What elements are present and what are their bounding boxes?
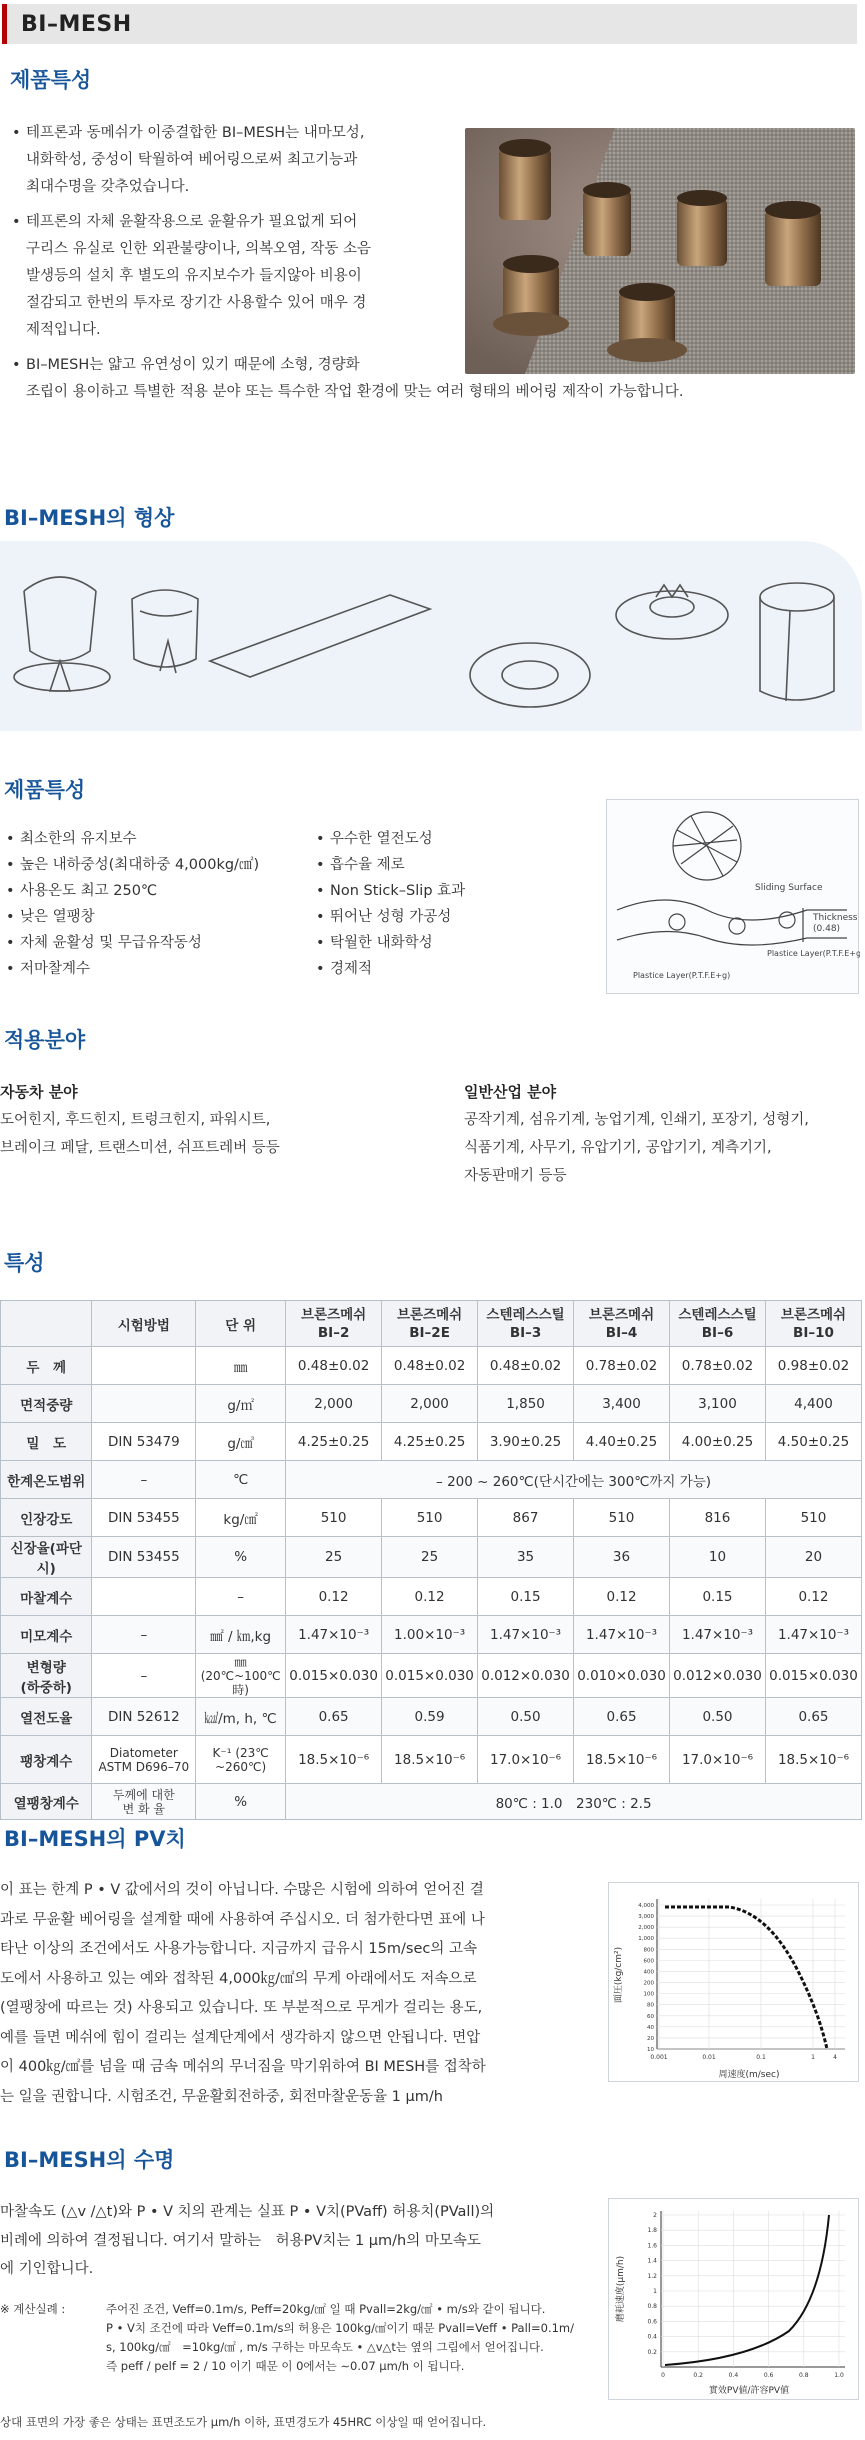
row-name-line: (하중하) (20, 1679, 72, 1696)
row-value: 10 (670, 1537, 766, 1578)
row-value: 1.47×10⁻³ (670, 1616, 766, 1654)
row-unit-line: % (234, 1549, 248, 1565)
feature-bullet (6, 120, 461, 201)
label-thickness-value: (0.48) (813, 924, 841, 934)
row-method (92, 1537, 196, 1578)
row-name (1, 1385, 92, 1423)
pv-line: 예를 들면 메쉬에 힘이 걸리는 설계단계에서 생각하지 않으면 안됩니다. 면압 (0, 2029, 481, 2046)
section-heading-applications: 적용분야 (4, 1028, 86, 1052)
table-row (1, 1784, 862, 1820)
pv-xtick: 0.01 (702, 2054, 716, 2061)
row-unit-line: ㎟ / ㎞,kg (210, 1628, 272, 1645)
life-ylabel: 磨耗速度(μm/h) (616, 2255, 626, 2323)
row-unit (196, 1423, 286, 1461)
life-ytick: 1.2 (647, 2272, 657, 2280)
row-method-line: – (140, 1471, 148, 1488)
row-name-line: 면적중량 (20, 1397, 73, 1414)
split-bushing-icon (132, 590, 198, 673)
bushing-1-icon (499, 139, 551, 220)
application-line: 공작기계, 섬유기계, 농업기계, 인쇄기, 포장기, 성형기, (464, 1112, 809, 1128)
features-list-left (0, 826, 310, 982)
row-unit-line: ㎉/m, h, ℃ (204, 1710, 277, 1727)
pv-xtick: 4 (833, 2054, 837, 2061)
note-line: P • V치 조건에 따라 Veff=0.1m/s의 허용은 100kg/㎠이기 때문 Pvall=Veff • Pall=0.1m/ (106, 2321, 574, 2335)
pv-xtick: 1 (811, 2054, 815, 2061)
shapes-band (0, 541, 862, 731)
feature-line: • 테프론의 자체 윤활작용으로 윤활유가 필요없게 되어 (26, 214, 358, 230)
row-name (1, 1347, 92, 1385)
row-method (92, 1385, 196, 1423)
row-value: 2,000 (286, 1385, 382, 1423)
row-value: 0.010×0.030 (574, 1654, 670, 1698)
industrial-title: 일반산업 분야 (464, 1083, 557, 1101)
row-method (92, 1423, 196, 1461)
row-unit (196, 1616, 286, 1654)
row-name-line: 팽창계수 (20, 1753, 73, 1770)
properties-table (0, 1300, 862, 1820)
note-line: s, 100kg/㎠ =10kg/㎠ , m/s 구하는 마모속도 • △v△t는 옆의 그림에서 얻어집니다. (106, 2340, 544, 2354)
table-header-product (478, 1301, 574, 1347)
row-method-line: DIN 53455 (107, 1549, 180, 1565)
row-method (92, 1499, 196, 1537)
life-ytick: 1 (653, 2288, 657, 2295)
row-name-line: 열전도율 (20, 1710, 73, 1727)
row-value: 17.0×10⁻⁶ (670, 1736, 766, 1784)
row-unit-line: ㎜ (233, 1359, 248, 1376)
row-method (92, 1654, 196, 1698)
life-line: 비례에 의하여 결정됩니다. 여기서 말하는 허용PV치는 1 μm/h의 마모속도 (0, 2232, 481, 2249)
feature-line: 구리스 유실로 인한 외관불량이나, 의복오염, 작동 소음 (26, 241, 372, 257)
pv-ytick: 600 (643, 1958, 654, 1965)
row-value: 1.47×10⁻³ (286, 1616, 382, 1654)
feature-item: • 뛰어난 성형 가공성 (310, 904, 600, 930)
row-value: 0.012×0.030 (478, 1654, 574, 1698)
life-description (0, 2198, 600, 2284)
feature-line: 발생등의 설치 후 별도의 유지보수가 들지않아 비용이 (26, 268, 362, 284)
row-value: 0.50 (670, 1698, 766, 1736)
row-value: 510 (286, 1499, 382, 1537)
row-method-line: 두께에 대한 (112, 1787, 175, 1802)
table-header-product (765, 1301, 861, 1347)
pv-ytick: 2,000 (638, 1925, 654, 1932)
table-row (1, 1461, 862, 1499)
feature-item: • 흡수율 제로 (310, 852, 600, 878)
pv-xtick: 0.001 (650, 2054, 668, 2061)
row-method-line: 변 화 율 (122, 1801, 166, 1816)
footer-note: 상대 표면의 가장 좋은 상태는 표면조도가 μm/h 이하, 표면경도가 45HRC 이상일 때 얻어집니다. (0, 2415, 487, 2429)
life-ytick: 1.6 (647, 2242, 657, 2250)
life-xtick: 0.2 (693, 2372, 703, 2379)
row-name (1, 1784, 92, 1820)
row-value: 17.0×10⁻⁶ (478, 1736, 574, 1784)
row-value: 0.12 (765, 1578, 861, 1616)
row-value: 816 (670, 1499, 766, 1537)
row-value: 1,850 (478, 1385, 574, 1423)
row-value: 36 (574, 1537, 670, 1578)
row-unit (196, 1461, 286, 1499)
row-value: 18.5×10⁻⁶ (574, 1736, 670, 1784)
pv-ytick: 400 (643, 1969, 654, 1976)
row-value: 0.12 (286, 1578, 382, 1616)
life-ytick: 0.2 (647, 2348, 657, 2356)
pv-ytick: 800 (643, 1947, 654, 1954)
row-value: 0.15 (478, 1578, 574, 1616)
row-value: 3,400 (574, 1385, 670, 1423)
row-unit (196, 1698, 286, 1736)
row-method-line: DIN 53455 (107, 1509, 180, 1526)
row-unit (196, 1499, 286, 1537)
life-xtick: 0.8 (799, 2372, 809, 2379)
section-heading-life: BI–MESH의 수명 (4, 2148, 175, 2172)
row-name (1, 1698, 92, 1736)
row-method-line: ASTM D696–70 (98, 1759, 190, 1774)
row-value: 18.5×10⁻⁶ (382, 1736, 478, 1784)
row-value: 3,100 (670, 1385, 766, 1423)
row-unit (196, 1784, 286, 1820)
row-unit-line: – (237, 1588, 245, 1605)
row-unit-line: % (234, 1793, 248, 1810)
pv-ytick: 200 (643, 1980, 654, 1987)
row-name-line: 변형량 (26, 1659, 66, 1676)
row-value: 4.40±0.25 (574, 1423, 670, 1461)
feature-item: • 우수한 열전도성 (310, 826, 600, 852)
row-name (1, 1578, 92, 1616)
application-line: 도어힌지, 후드힌지, 트렁크힌지, 파워시트, (0, 1112, 271, 1128)
pv-ytick: 10 (647, 2047, 654, 2053)
pv-ytick: 80 (647, 2002, 654, 2009)
row-method (92, 1616, 196, 1654)
cylinder-bushing-icon (760, 583, 834, 701)
product-name: 스텐레스스틸 (486, 1306, 565, 1323)
label-sliding-surface: Sliding Surface (755, 883, 823, 893)
product-code: BI–4 (605, 1324, 638, 1341)
row-value: 4,400 (765, 1385, 861, 1423)
table-row (1, 1385, 862, 1423)
pv-line: 과로 무윤활 베어링을 설계할 때에 사용하여 주십시오. 더 첨가한다면 표에 나 (0, 1911, 485, 1928)
product-name: 브론즈메쉬 (301, 1306, 367, 1323)
row-method-line: DIN 52612 (107, 1708, 180, 1725)
row-value: 0.59 (382, 1698, 478, 1736)
row-name-line: 두 께 (26, 1359, 67, 1376)
row-value: 18.5×10⁻⁶ (286, 1736, 382, 1784)
pv-xtick: 0.1 (756, 2054, 766, 2061)
life-ytick: 0.6 (647, 2318, 657, 2326)
pv-ytick: 4,000 (638, 1903, 654, 1909)
label-layer-1: Plastice Layer(P.T.F.E+g) (767, 949, 860, 958)
mesh-strip-icon (210, 595, 430, 677)
automotive-applications (0, 1078, 420, 1162)
row-value: 510 (382, 1499, 478, 1537)
life-ytick: 1.8 (647, 2227, 657, 2235)
table-header-product (382, 1301, 478, 1347)
row-name (1, 1499, 92, 1537)
feature-item: • 사용온도 최고 250℃ (0, 878, 310, 904)
row-value: 510 (574, 1499, 670, 1537)
structure-diagram (606, 799, 859, 994)
row-value: 0.012×0.030 (670, 1654, 766, 1698)
row-unit-line: g/㎡ (227, 1397, 254, 1414)
section-heading-pv: BI–MESH의 PV치 (4, 1827, 186, 1851)
feature-line: 내화학성, 중성이 탁월하여 베어링으로써 최고기능과 (26, 152, 358, 168)
row-method-line: – (140, 1626, 148, 1643)
application-line: 브레이크 페달, 트랜스미션, 쉬프트레버 등등 (0, 1140, 280, 1156)
feature-line: 최대수명을 갖추었습니다. (26, 179, 190, 195)
feature-item: • 경제적 (310, 956, 600, 982)
page-title: BI–MESH (21, 11, 132, 37)
flanged-bushing-icon (14, 577, 110, 691)
row-name-line: 신장율(파단시) (10, 1541, 82, 1577)
life-xtick: 1.0 (834, 2372, 844, 2379)
feature-item: • 자체 윤활성 및 무급유작동성 (0, 930, 310, 956)
row-unit (196, 1385, 286, 1423)
row-value: 0.015×0.030 (382, 1654, 478, 1698)
row-unit (196, 1578, 286, 1616)
application-line: 자동판매기 등등 (464, 1168, 567, 1184)
pv-line: 이 표는 한계 P • V 값에서의 것이 아닙니다. 수많은 시험에 의하여 얻어진 결 (0, 1882, 484, 1898)
row-value: 4.00±0.25 (670, 1423, 766, 1461)
life-xtick: 0 (661, 2372, 665, 2379)
label-thickness: Thickness (813, 913, 858, 923)
row-value: 0.65 (765, 1698, 861, 1736)
product-code: BI–10 (793, 1324, 834, 1341)
product-name: 브론즈메쉬 (588, 1306, 655, 1323)
row-unit-line: ~260℃) (215, 1759, 267, 1774)
feature-bullet (6, 209, 461, 344)
product-code: BI–6 (701, 1324, 734, 1341)
row-name-line: 인장강도 (20, 1511, 73, 1528)
row-unit-line: K⁻¹ (23℃ (212, 1745, 269, 1760)
automotive-title: 자동차 분야 (0, 1083, 78, 1101)
row-value: 0.48±0.02 (382, 1347, 478, 1385)
table-header-blank (1, 1301, 92, 1347)
row-value: 1.47×10⁻³ (478, 1616, 574, 1654)
product-photo (465, 128, 855, 374)
life-xtick: 0.6 (763, 2372, 774, 2379)
row-value: 0.50 (478, 1698, 574, 1736)
table-row (1, 1654, 862, 1698)
feature-item: • 탁월한 내화학성 (310, 930, 600, 956)
product-code: BI–2E (409, 1324, 450, 1341)
pv-ytick: 1,000 (638, 1936, 654, 1943)
application-line: 식품기계, 사무기, 유압기기, 공압기기, 계측기기, (464, 1140, 772, 1156)
row-name (1, 1537, 92, 1578)
pv-line: 이 400㎏/㎠를 넘을 때 금속 메쉬의 무너짐을 막기위하여 BI MESH를 접착하 (0, 2059, 486, 2075)
life-wear-curve (665, 2215, 829, 2365)
product-code: BI–2 (317, 1324, 350, 1341)
life-xtick: 0.4 (728, 2372, 739, 2379)
section-heading-features: 제품특성 (10, 68, 92, 92)
product-name: 스텐레스스틸 (678, 1306, 757, 1323)
row-value: 0.65 (286, 1698, 382, 1736)
feature-line: • 테프론과 동메쉬가 이중결합한 BI–MESH는 내마모성, (26, 125, 365, 141)
life-chart (608, 2198, 859, 2400)
product-code: BI–3 (509, 1324, 542, 1341)
table-header-method: 시험방법 (92, 1301, 196, 1347)
row-value: 35 (478, 1537, 574, 1578)
product-name: 브론즈메쉬 (780, 1306, 847, 1323)
industrial-applications (464, 1078, 864, 1190)
row-unit (196, 1736, 286, 1784)
section-heading-shapes: BI–MESH의 형상 (4, 506, 175, 530)
flanged-disc-icon (616, 585, 728, 639)
row-value: 20 (765, 1537, 861, 1578)
row-value: 0.15 (670, 1578, 766, 1616)
row-method (92, 1698, 196, 1736)
feature-line: 제적입니다. (26, 322, 101, 338)
row-value: 0.78±0.02 (574, 1347, 670, 1385)
row-method (92, 1784, 196, 1820)
row-method (92, 1736, 196, 1784)
pv-line: (열팽창에 따르는 것) 사용되고 있습니다. 또 부분적으로 무게가 걸리는 용도, (0, 2000, 483, 2016)
table-row (1, 1698, 862, 1736)
row-name-line: 밀 도 (26, 1435, 67, 1452)
pv-ylabel: 面圧(kg/cm²) (614, 1946, 624, 2004)
row-method (92, 1347, 196, 1385)
table-header-product (670, 1301, 766, 1347)
row-value: 510 (765, 1499, 861, 1537)
note-line: 주어진 조건, Veff=0.1m/s, Peff=20kg/㎠ 일 때 Pvall=2kg/㎠ • m/s와 같이 됩니다. (106, 2302, 546, 2316)
row-value: 867 (478, 1499, 574, 1537)
pv-line: 도에서 사용하고 있는 예와 접착된 4,000㎏/㎠의 무게 아래에서도 저속으로 (0, 1970, 477, 1987)
row-method-line: DIN 53479 (107, 1433, 180, 1450)
row-name (1, 1654, 92, 1698)
row-span-value: 80℃ : 1.0 230℃ : 2.5 (286, 1784, 862, 1820)
row-name-line: 열팽창계수 (13, 1795, 79, 1812)
table-header-product (574, 1301, 670, 1347)
row-value: 0.98±0.02 (765, 1347, 861, 1385)
feature-item: • 저마찰계수 (0, 956, 310, 982)
life-xlabel: 實效PV値/許容PV値 (708, 2386, 790, 2396)
row-method-line: – (140, 1667, 148, 1684)
pv-line: 타난 이상의 조건에서도 사용가능합니다. 지금까지 급유시 15m/sec의 고속 (0, 1941, 477, 1957)
page-title-bar (2, 4, 857, 44)
row-value: 25 (286, 1537, 382, 1578)
row-value: 18.5×10⁻⁶ (765, 1736, 861, 1784)
feature-line: • BI–MESH는 얇고 유연성이 있기 때문에 소형, 경량화 (26, 357, 360, 373)
row-value: 0.015×0.030 (286, 1654, 382, 1698)
pv-ytick: 60 (647, 2013, 654, 2020)
pv-line: 는 일을 권합니다. 시험조건, 무윤활회전하중, 회전마찰운동율 1 μm/h (0, 2088, 443, 2105)
feature-line: 절감되고 한번의 투자로 장기간 사용할수 있어 매우 경 (26, 295, 367, 311)
row-method (92, 1578, 196, 1616)
row-name (1, 1423, 92, 1461)
table-header-unit: 단 위 (196, 1301, 286, 1347)
row-value: 1.47×10⁻³ (765, 1616, 861, 1654)
section-heading-features-2: 제품특성 (4, 778, 86, 802)
row-unit (196, 1347, 286, 1385)
bearing-shapes-illustration (0, 541, 862, 731)
table-row (1, 1499, 862, 1537)
row-unit (196, 1654, 286, 1698)
life-ytick: 0.4 (647, 2333, 657, 2341)
row-value: 0.12 (382, 1578, 478, 1616)
life-line: 마찰속도 (△v /△t)와 P • V 치의 관계는 실표 P • V치(PVaff) 허용치(PVall)의 (0, 2204, 495, 2220)
life-ytick: 2 (653, 2212, 657, 2219)
row-value: 25 (382, 1537, 478, 1578)
pv-ytick: 100 (643, 1991, 654, 1998)
row-value: 3.90±0.25 (478, 1423, 574, 1461)
feature-item: • 최소한의 유지보수 (0, 826, 310, 852)
thrust-washer-icon (470, 643, 590, 707)
row-unit-line: ㎜ (234, 1654, 247, 1669)
row-method (92, 1461, 196, 1499)
row-value: 1.47×10⁻³ (574, 1616, 670, 1654)
table-row (1, 1537, 862, 1578)
pv-ytick: 40 (647, 2024, 654, 2031)
table-header-product (286, 1301, 382, 1347)
row-value: 0.015×0.030 (765, 1654, 861, 1698)
table-row (1, 1736, 862, 1784)
life-line: 에 기인합니다. (0, 2261, 94, 2277)
row-value: 1.00×10⁻³ (382, 1616, 478, 1654)
row-value: 0.12 (574, 1578, 670, 1616)
note-line: 즉 peff / pelf = 2 / 10 이기 때문 이 0에서는 ∼0.07 μm/h 이 됩니다. (106, 2359, 465, 2373)
row-method-line: Diatometer (109, 1745, 178, 1760)
row-value: 0.48±0.02 (286, 1347, 382, 1385)
pv-description (0, 1876, 600, 2112)
row-name (1, 1736, 92, 1784)
calculation-note (0, 2300, 600, 2376)
feature-line: 조립이 용이하고 특별한 적용 분야 또는 특수한 작업 환경에 맞는 여러 형태의 베어링 제작이 가능합니다. (26, 384, 684, 400)
table-row (1, 1423, 862, 1461)
feature-item: • Non Stick–Slip 효과 (310, 878, 600, 904)
row-value: 0.78±0.02 (670, 1347, 766, 1385)
row-name-line: 미모계수 (20, 1628, 73, 1645)
row-span-value: – 200 ~ 260℃(단시간에는 300℃까지 가능) (286, 1461, 862, 1499)
row-unit-line: ℃ (233, 1471, 249, 1488)
note-label: ※ 계산실례 : (0, 2302, 66, 2316)
row-value: 4.25±0.25 (286, 1423, 382, 1461)
life-ytick: 1.4 (647, 2257, 657, 2265)
row-value: 0.65 (574, 1698, 670, 1736)
row-value: 4.50±0.25 (765, 1423, 861, 1461)
row-name (1, 1461, 92, 1499)
row-name (1, 1616, 92, 1654)
row-unit-line: (20℃~100℃ 時) (200, 1668, 281, 1697)
row-value: 0.48±0.02 (478, 1347, 574, 1385)
row-unit-line: g/㎤ (227, 1435, 254, 1452)
row-name-line: 한계온도범위 (7, 1473, 86, 1490)
features-list-right (310, 826, 600, 982)
row-value: 4.25±0.25 (382, 1423, 478, 1461)
table-row (1, 1616, 862, 1654)
table-row (1, 1347, 862, 1385)
table-row (1, 1578, 862, 1616)
pv-ytick: 20 (647, 2035, 654, 2042)
row-unit-line: kg/㎠ (223, 1511, 258, 1528)
row-value: 2,000 (382, 1385, 478, 1423)
product-name: 브론즈메쉬 (396, 1306, 463, 1323)
pv-xlabel: 周速度(m/sec) (718, 2070, 780, 2080)
pv-ytick: 3,000 (638, 1914, 654, 1921)
label-layer-2: Plastice Layer(P.T.F.E+g) (633, 971, 731, 980)
pv-limit-curve (665, 1907, 827, 2049)
section-heading-properties: 특성 (4, 1251, 45, 1275)
row-unit (196, 1537, 286, 1578)
life-ytick: 0.8 (647, 2303, 657, 2311)
pv-chart (608, 1882, 859, 2082)
feature-item: • 낮은 열팽창 (0, 904, 310, 930)
feature-item: • 높은 내하중성(최대하중 4,000kg/㎠) (0, 852, 310, 878)
row-name-line: 마찰계수 (20, 1590, 73, 1607)
